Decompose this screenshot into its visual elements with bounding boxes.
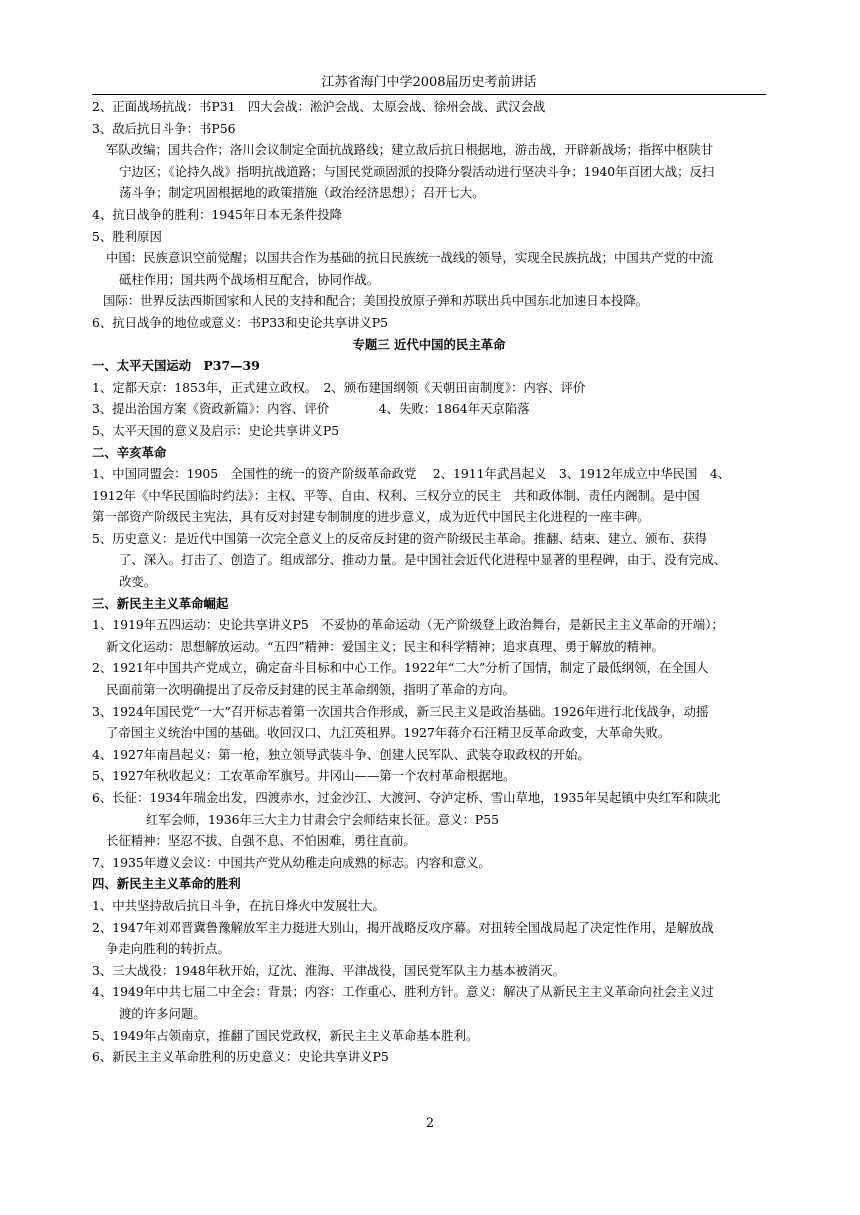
page-number: 2 bbox=[425, 1116, 435, 1131]
text-line: 军队改编；国共合作；洛川会议制定全面抗战路线；建立敌后抗日根据地，游击战，开辟新战场；指挥中枢陕甘 bbox=[106, 142, 714, 158]
section-heading: 一、太平天国运动 P37—39 bbox=[92, 358, 260, 374]
text-line: 红军会师，1936年三大主力甘肃会宁会师结束长征。意义：P55 bbox=[146, 811, 500, 827]
text-line: 民面前第一次明确提出了反帝反封建的民主革命纲领，指明了革命的方向。 bbox=[106, 682, 515, 698]
text-line: 7、1935年遵义会议：中国共产党从幼稚走向成熟的标志。内容和意义。 bbox=[92, 854, 491, 870]
text-line: 3、敌后抗日斗争：书P56 bbox=[92, 120, 236, 136]
section-title: 专题三 近代中国的民主革命 bbox=[352, 336, 506, 352]
text-line: 国际：世界反法西斯国家和人民的支持和配合；美国投放原子弹和苏联出兵中国东北加速日本投降。 bbox=[103, 293, 649, 309]
section-heading: 三、新民主主义革命崛起 bbox=[92, 595, 229, 611]
text-line: 荡斗争；制定巩固根据地的政策措施（政治经济思想）；召开七大。 bbox=[119, 185, 485, 201]
text-line: 1、中共坚持敌后抗日斗争，在抗日烽火中发展壮大。 bbox=[92, 897, 385, 913]
text-line: 争走向胜利的转折点。 bbox=[106, 941, 230, 957]
section-heading: 二、辛亥革命 bbox=[92, 444, 167, 460]
text-line: 改变。 bbox=[119, 574, 157, 590]
text-line: 1、中国同盟会：1905 全国性的统一的资产阶级革命政党 2、1911年武昌起义 3、1912年成立中华民国 4、 bbox=[92, 466, 731, 482]
text-line: 中国：民族意识空前觉醒；以国共合作为基础的抗日民族统一战线的领导，实现全民族抗战；中国共产党的中流 bbox=[106, 250, 714, 266]
text-line: 2、正面战场抗战：书P31 四大会战：淞沪会战、太原会战、徐州会战、武汉会战 bbox=[92, 99, 546, 114]
page-header: 江苏省海门中学2008届历史考前讲话 bbox=[92, 74, 766, 95]
text-line: 6、抗日战争的地位或意义：书P33和史论共享讲义P5 bbox=[92, 314, 389, 330]
text-line: 6、新民主主义革命胜利的历史意义：史论共享讲义P5 bbox=[92, 1049, 389, 1065]
document-body bbox=[92, 96, 766, 1068]
text-line: 5、1927年秋收起义：工农革命军旗号。井冈山——第一个农村革命根据地。 bbox=[92, 768, 516, 784]
text-line: 3、提出治国方案《资政新篇》：内容、评价 4、失败：1864年天京陷落 bbox=[92, 401, 530, 417]
text-line: 5、历史意义：是近代中国第一次完全意义上的反帝反封建的资产阶级民主革命。推翻、结束、建立、颁布、获得 bbox=[92, 530, 708, 546]
text-line: 第一部资产阶级民主宪法，具有反对封建专制制度的进步意义，成为近代中国民主化进程的一座丰碑。 bbox=[92, 509, 650, 525]
text-line: 2、1921年中国共产党成立，确定奋斗目标和中心工作。1922年“二大”分析了国情，制定了最低纲领，在全国人 bbox=[92, 660, 709, 676]
text-line: 1、定都天京：1853年，正式建立政权。 2、颁布建国纲领《天朝田亩制度》：内容、评价 bbox=[92, 379, 586, 395]
text-line: 长征精神：坚忍不拔、自强不息、不怕困难，勇往直前。 bbox=[106, 833, 416, 849]
text-line: 5、胜利原因 bbox=[92, 228, 162, 244]
text-line: 2、1947年刘邓晋冀鲁豫解放军主力挺进大别山，揭开战略反攻序幕。对扭转全国战局起了决定性作用，是解放战 bbox=[92, 919, 714, 935]
text-line: 4、1927年南昌起义：第一枪，独立领导武装斗争、创建人民军队、武装夺取政权的开始。 bbox=[92, 746, 590, 762]
text-line: 宁边区；《论持久战》指明抗战道路；与国民党顽固派的投降分裂活动进行坚决斗争；1940年百团大战；反扫 bbox=[119, 163, 715, 179]
text-line: 4、抗日战争的胜利：1945年日本无条件投降 bbox=[92, 206, 343, 222]
text-line: 5、太平天国的意义及启示：史论共享讲义P5 bbox=[92, 422, 340, 438]
text-line: 渡的许多问题。 bbox=[119, 1005, 206, 1021]
text-line: 1、1919年五四运动：史论共享讲义P5 不妥协的革命运动（无产阶级登上政治舞台，是新民主主义革命的开端）； bbox=[92, 617, 724, 633]
text-line: 3、三大战役：1948年秋开始，辽沈、淮海、平津战役，国民党军队主力基本被消灭。 bbox=[92, 962, 566, 978]
text-line: 砥柱作用；国共两个战场相互配合，协同作战。 bbox=[119, 271, 380, 287]
text-line: 6、长征：1934年瑞金出发，四渡赤水，过金沙江、大渡河、夺泸定桥、雪山草地，1935年吴起镇中央红军和陕北 bbox=[92, 790, 721, 805]
text-line: 1912年《中华民国临时约法》：主权、平等、自由、权利、三权分立的民主 共和政体制、责任内阁制。是中国 bbox=[92, 487, 700, 503]
text-line: 了、深入。打击了、创造了。组成部分、推动力量。是中国社会近代化进程中显著的里程碑，由于、没有完成、 bbox=[119, 552, 727, 568]
section-heading: 四、新民主主义革命的胜利 bbox=[92, 876, 241, 892]
text-line: 了帝国主义统治中国的基础。收回汉口、九江英租界。1927年蒋介石汪精卫反革命政变，大革命失败。 bbox=[106, 725, 671, 741]
text-line: 新文化运动：思想解放运动。“五四”精神：爱国主义；民主和科学精神；追求真理、勇于解放的精神。 bbox=[106, 638, 664, 654]
text-line: 4、1949年中共七届二中全会：背景；内容：工作重心、胜利方针。意义：解决了从新民主主义革命向社会主义过 bbox=[92, 984, 714, 1000]
text-line: 5、1949年占领南京，推翻了国民党政权，新民主主义革命基本胜利。 bbox=[92, 1027, 479, 1043]
text-line: 3、1924年国民党“一大”召开标志着第一次国共合作形成，新三民主义是政治基础。1926年进行北伐战争，动摇 bbox=[92, 703, 709, 719]
